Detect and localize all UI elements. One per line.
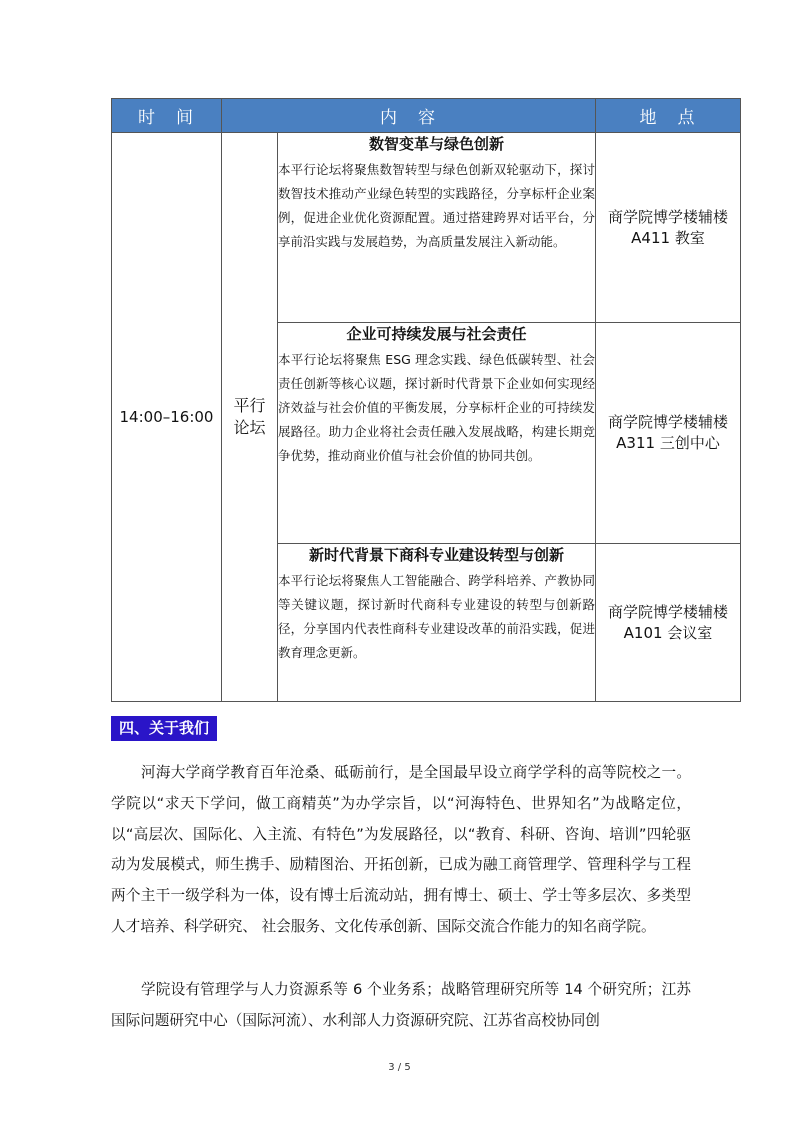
place-building: 商学院博学楼辅楼: [607, 207, 728, 226]
place-room: A311 三创中心: [616, 434, 720, 452]
place-building: 商学院博学楼辅楼: [607, 602, 728, 621]
forum-place-cell: [596, 544, 741, 702]
place-room: A411 教室: [631, 228, 705, 247]
session-type-line: 论坛: [233, 418, 266, 437]
table-row: [112, 133, 741, 323]
body-paragraph: 学院设有管理学与人力资源系等 6 个业务系；战略管理研究所等 14 个研究所；江苏国际问题研究中心（国际河流）、水利部人力资源研究院、江苏省高校协同创: [111, 981, 691, 1029]
body-paragraph: 河海大学商学教育百年沧桑、砥砺前行，是全国最早设立商学学科的高等院校之一。学院以“求天下学问，做工商精英”为办学宗旨，以“河海特色、世界知名”为战略定位，以“高层次、国际化、入主流、有特色”为发展路径，以“教育、科研、咨询、培训”四轮驱动为发展模式，师生携手、励精图治、开拓创新，已成为融工商管理学、管理科学与工程两个主干一级学科为一体，设有博士后流动站，拥有博士、硕士、学士等多层次、多类型人才培养、科学研究、 社会服务、文化传承创新、国际交流合作能力的知名商学院。: [111, 764, 691, 935]
forum-place-cell: [596, 323, 741, 544]
forum-title: 企业可持续发展与社会责任: [346, 325, 527, 343]
forum-place-cell: [596, 133, 741, 323]
page-number: 3 / 5: [388, 1062, 411, 1073]
header-time: 时 间: [112, 99, 222, 133]
session-type-cell: [222, 133, 278, 702]
forum-content-cell: [278, 544, 596, 702]
place-room: A101 会议室: [623, 623, 713, 642]
section-heading: 四、关于我们: [111, 716, 217, 741]
table-header-row: [112, 99, 741, 133]
forum-title: 新时代背景下商科专业建设转型与创新: [308, 546, 564, 564]
session-type-line: 平行: [233, 396, 266, 415]
time-cell: 14:00–16:00: [112, 133, 222, 702]
header-content: 内 容: [222, 99, 596, 133]
header-place: 地 点: [596, 99, 741, 133]
forum-description: 本平行论坛将聚焦 ESG 理念实践、绿色低碳转型、社会责任创新等核心议题，探讨新时代背景下企业如何实现经济效益与社会价值的平衡发展，分享标杆企业的可持续发展路径。助力企业将社会责任融入发展战略，构建长期竞争优势，推动商业价值与社会价值的协同共创。: [278, 352, 595, 463]
forum-title: 数智变革与绿色创新: [368, 135, 504, 153]
place-building: 商学院博学楼辅楼: [607, 413, 728, 431]
forum-content-cell: [278, 323, 596, 544]
forum-description: 本平行论坛将聚焦数智转型与绿色创新双轮驱动下，探讨数智技术推动产业绿色转型的实践路径，分享标杆企业案例，促进企业优化资源配置。通过搭建跨界对话平台，分享前沿实践与发展趋势，为高质量发展注入新动能。: [278, 162, 595, 249]
forum-description: 本平行论坛将聚焦人工智能融合、跨学科培养、产教协同等关键议题，探讨新时代商科专业建设的转型与创新路径，分享国内代表性商科专业建设改革的前沿实践，促进教育理念更新。: [278, 573, 595, 660]
schedule-table: [111, 98, 741, 702]
forum-content-cell: [278, 133, 596, 323]
